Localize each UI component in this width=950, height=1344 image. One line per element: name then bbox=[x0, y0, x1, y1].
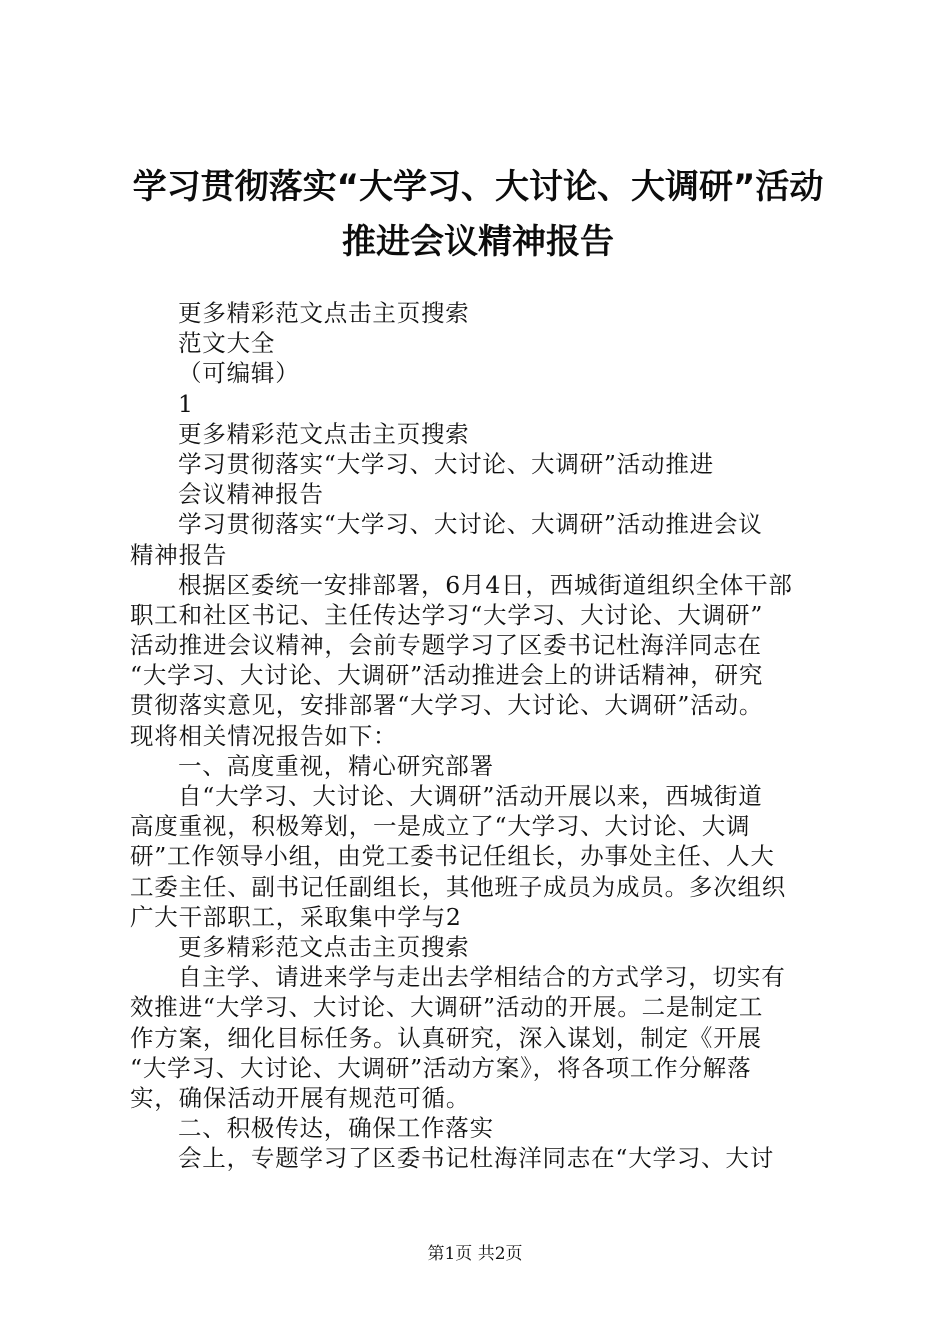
body-line: 自“大学习、大讨论、大调研”活动开展以来，西城街道 bbox=[178, 782, 763, 810]
body-line: 1 bbox=[178, 389, 194, 418]
document-title: 学习贯彻落实“大学习、大讨论、大调研”活动推进会议精神报告 bbox=[132, 167, 824, 262]
body-line: 工委主任、副书记任副组长，其他班子成员为成员。多次组织 bbox=[130, 872, 787, 901]
body-line: 学习贯彻落实“大学习、大讨论、大调研”活动推进 bbox=[178, 449, 714, 478]
page-indicator: 第1页 共2页 bbox=[427, 1244, 523, 1264]
body-line: 现将相关情况报告如下： bbox=[130, 721, 398, 750]
body-line: 更多精彩范文点击主页搜索 bbox=[178, 932, 470, 961]
body-line: 更多精彩范文点击主页搜索 bbox=[178, 299, 470, 327]
body-line: 高度重视，积极筹划，一是成立了“大学习、大讨论、大调 bbox=[130, 812, 751, 841]
body-line: 广大干部职工，采取集中学与2 bbox=[130, 902, 462, 931]
body-line: 学习贯彻落实“大学习、大讨论、大调研”活动推进会议 bbox=[178, 510, 763, 539]
body-line: （可编辑） bbox=[178, 359, 300, 388]
body-line: 研”工作领导小组，由党工委书记任组长，办事处主任、人大 bbox=[130, 842, 775, 871]
body-line: 二、积极传达，确保工作落实 bbox=[178, 1114, 494, 1143]
body-line: 效推进“大学习、大讨论、大调研”活动的开展。二是制定工 bbox=[130, 993, 764, 1022]
body-line: “大学习、大讨论、大调研”活动推进会上的讲话精神，研究 bbox=[130, 661, 764, 690]
body-line: “大学习、大讨论、大调研”活动方案》，将各项工作分解落 bbox=[130, 1053, 752, 1082]
body-line: 贯彻落实意见，安排部署“大学习、大讨论、大调研”活动。 bbox=[130, 691, 764, 720]
body-line: 一、高度重视，精心研究部署 bbox=[178, 751, 494, 780]
body-line: 自主学、请进来学与走出去学相结合的方式学习，切实有 bbox=[178, 963, 786, 992]
body-line: 会上，专题学习了区委书记杜海洋同志在“大学习、大讨 bbox=[178, 1144, 775, 1173]
body-line: 范文大全 bbox=[178, 329, 276, 358]
body-line: 实，确保活动开展有规范可循。 bbox=[130, 1083, 471, 1112]
body-line: 根据区委统一安排部署，6月4日，西城街道组织全体干部 bbox=[178, 570, 793, 599]
body-line: 会议精神报告 bbox=[178, 480, 324, 509]
document-body bbox=[130, 298, 830, 1173]
body-line: 作方案，细化目标任务。认真研究，深入谋划，制定《开展 bbox=[130, 1023, 762, 1052]
body-line: 职工和社区书记、主任传达学习“大学习、大讨论、大调研” bbox=[130, 600, 764, 629]
body-line: 更多精彩范文点击主页搜索 bbox=[178, 419, 470, 448]
body-line: 活动推进会议精神，会前专题学习了区委书记杜海洋同志在 bbox=[130, 631, 762, 660]
body-line: 精神报告 bbox=[130, 540, 228, 569]
